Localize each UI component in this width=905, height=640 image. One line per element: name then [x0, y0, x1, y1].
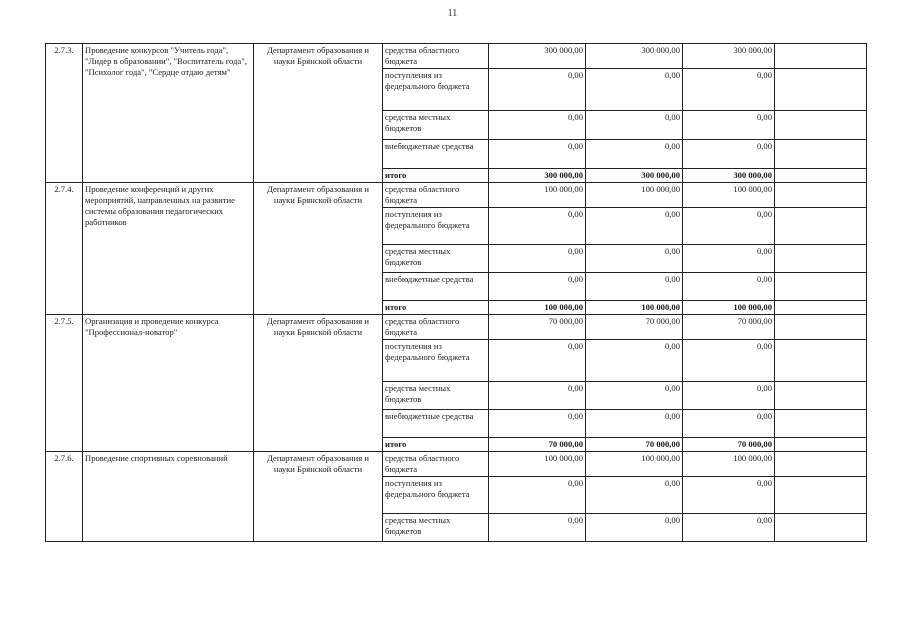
- empty-cell: [775, 315, 867, 340]
- empty-cell: [775, 183, 867, 208]
- amount-year-1: 0,00: [489, 208, 586, 245]
- item-number: 2.7.4.: [46, 183, 83, 315]
- budget-table-body: [46, 44, 867, 542]
- responsible-department: Департамент образования и науки Брянской области: [254, 183, 383, 315]
- activity-title: Проведение спортивных соревнований: [83, 452, 254, 542]
- table-row: [46, 452, 867, 477]
- amount-year-1: 70 000,00: [489, 315, 586, 340]
- amount-year-3: 0,00: [683, 410, 775, 438]
- activity-title: Организация и проведение конкурса "Профессионал-новатор": [83, 315, 254, 452]
- item-number: 2.7.5.: [46, 315, 83, 452]
- amount-year-1: 100 000,00: [489, 301, 586, 315]
- empty-cell: [775, 208, 867, 245]
- amount-year-1: 0,00: [489, 140, 586, 169]
- amount-year-2: 0,00: [586, 514, 683, 542]
- page-number: 11: [447, 8, 458, 19]
- amount-year-3: 100 000,00: [683, 301, 775, 315]
- funding-source: поступления из федерального бюджета: [383, 69, 489, 111]
- empty-cell: [775, 410, 867, 438]
- item-number: 2.7.3.: [46, 44, 83, 183]
- funding-source: внебюджетные средства: [383, 410, 489, 438]
- funding-source: внебюджетные средства: [383, 140, 489, 169]
- amount-year-3: 0,00: [683, 514, 775, 542]
- amount-year-2: 0,00: [586, 340, 683, 382]
- amount-year-3: 70 000,00: [683, 438, 775, 452]
- amount-year-2: 0,00: [586, 477, 683, 514]
- amount-year-2: 0,00: [586, 382, 683, 410]
- amount-year-1: 100 000,00: [489, 183, 586, 208]
- activity-title: Проведение конференций и других мероприятий, направленных на развитие системы образования педагогических работников: [83, 183, 254, 315]
- activity-title: Проведение конкурсов "Учитель года", "Лидер в образовании", "Воспитатель года", "Психолог года", "Сердце отдаю детям": [83, 44, 254, 183]
- funding-source: поступления из федерального бюджета: [383, 208, 489, 245]
- funding-source: средства местных бюджетов: [383, 111, 489, 140]
- empty-cell: [775, 340, 867, 382]
- table-row: [46, 183, 867, 208]
- amount-year-1: 0,00: [489, 382, 586, 410]
- amount-year-1: 0,00: [489, 69, 586, 111]
- amount-year-1: 0,00: [489, 273, 586, 301]
- amount-year-2: 70 000,00: [586, 315, 683, 340]
- amount-year-1: 70 000,00: [489, 438, 586, 452]
- amount-year-2: 100 000,00: [586, 301, 683, 315]
- empty-cell: [775, 245, 867, 273]
- amount-year-2: 0,00: [586, 410, 683, 438]
- empty-cell: [775, 301, 867, 315]
- responsible-department: Департамент образования и науки Брянской области: [254, 44, 383, 183]
- funding-source: итого: [383, 301, 489, 315]
- empty-cell: [775, 438, 867, 452]
- funding-source: средства местных бюджетов: [383, 514, 489, 542]
- amount-year-3: 100 000,00: [683, 452, 775, 477]
- amount-year-1: 100 000,00: [489, 452, 586, 477]
- amount-year-1: 0,00: [489, 514, 586, 542]
- funding-source: средства местных бюджетов: [383, 245, 489, 273]
- responsible-department: Департамент образования и науки Брянской области: [254, 452, 383, 542]
- amount-year-3: 0,00: [683, 69, 775, 111]
- amount-year-1: 0,00: [489, 111, 586, 140]
- amount-year-3: 0,00: [683, 245, 775, 273]
- empty-cell: [775, 140, 867, 169]
- amount-year-3: 0,00: [683, 140, 775, 169]
- empty-cell: [775, 44, 867, 69]
- empty-cell: [775, 69, 867, 111]
- empty-cell: [775, 273, 867, 301]
- amount-year-3: 0,00: [683, 208, 775, 245]
- responsible-department: Департамент образования и науки Брянской области: [254, 315, 383, 452]
- funding-source: итого: [383, 438, 489, 452]
- amount-year-2: 0,00: [586, 273, 683, 301]
- funding-source: поступления из федерального бюджета: [383, 477, 489, 514]
- amount-year-3: 100 000,00: [683, 183, 775, 208]
- amount-year-3: 0,00: [683, 340, 775, 382]
- amount-year-3: 0,00: [683, 477, 775, 514]
- amount-year-2: 300 000,00: [586, 169, 683, 183]
- amount-year-2: 300 000,00: [586, 44, 683, 69]
- amount-year-2: 0,00: [586, 111, 683, 140]
- funding-source: средства областного бюджета: [383, 452, 489, 477]
- amount-year-3: 70 000,00: [683, 315, 775, 340]
- amount-year-1: 0,00: [489, 410, 586, 438]
- item-number: 2.7.6.: [46, 452, 83, 542]
- amount-year-2: 70 000,00: [586, 438, 683, 452]
- amount-year-3: 0,00: [683, 382, 775, 410]
- amount-year-2: 0,00: [586, 245, 683, 273]
- empty-cell: [775, 111, 867, 140]
- budget-table: [45, 43, 867, 542]
- amount-year-3: 0,00: [683, 111, 775, 140]
- amount-year-1: 0,00: [489, 477, 586, 514]
- empty-cell: [775, 169, 867, 183]
- amount-year-1: 300 000,00: [489, 169, 586, 183]
- funding-source: средства областного бюджета: [383, 315, 489, 340]
- funding-source: средства областного бюджета: [383, 183, 489, 208]
- funding-source: итого: [383, 169, 489, 183]
- amount-year-1: 0,00: [489, 340, 586, 382]
- amount-year-3: 300 000,00: [683, 169, 775, 183]
- empty-cell: [775, 382, 867, 410]
- funding-source: средства местных бюджетов: [383, 382, 489, 410]
- funding-source: средства областного бюджета: [383, 44, 489, 69]
- funding-source: внебюджетные средства: [383, 273, 489, 301]
- empty-cell: [775, 452, 867, 477]
- amount-year-2: 0,00: [586, 140, 683, 169]
- amount-year-3: 0,00: [683, 273, 775, 301]
- amount-year-2: 0,00: [586, 69, 683, 111]
- amount-year-2: 100 000,00: [586, 452, 683, 477]
- empty-cell: [775, 477, 867, 514]
- funding-source: поступления из федерального бюджета: [383, 340, 489, 382]
- table-row: [46, 44, 867, 69]
- amount-year-3: 300 000,00: [683, 44, 775, 69]
- amount-year-2: 0,00: [586, 208, 683, 245]
- amount-year-1: 300 000,00: [489, 44, 586, 69]
- amount-year-1: 0,00: [489, 245, 586, 273]
- empty-cell: [775, 514, 867, 542]
- table-row: [46, 315, 867, 340]
- amount-year-2: 100 000,00: [586, 183, 683, 208]
